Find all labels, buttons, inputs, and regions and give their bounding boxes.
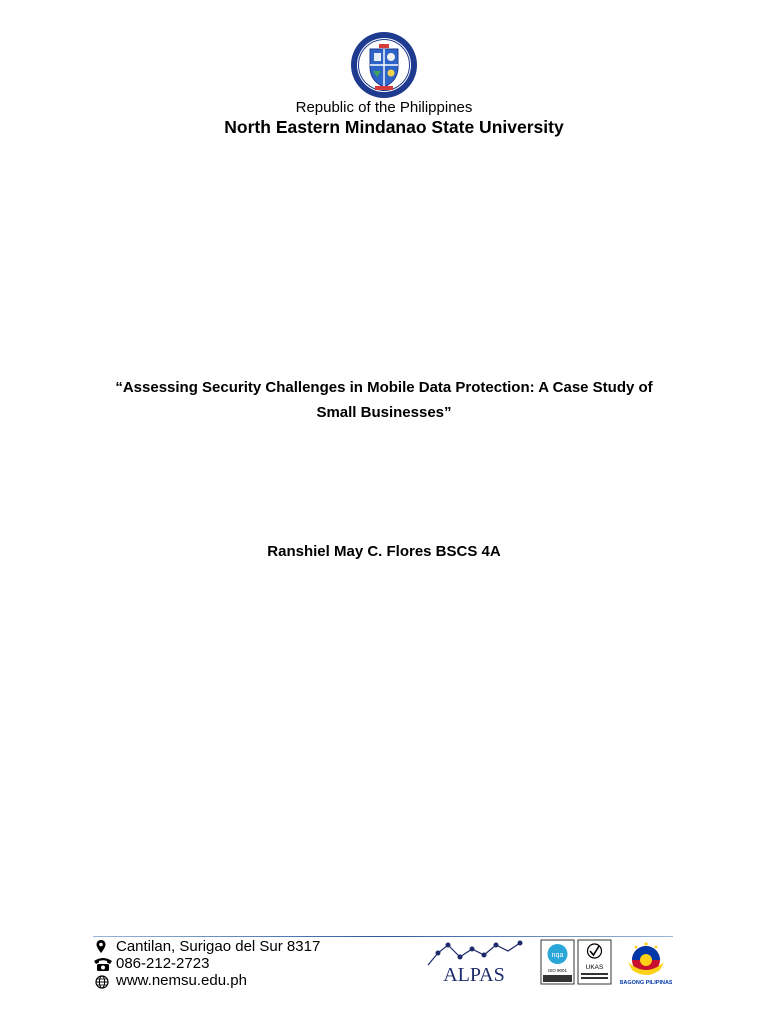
university-name: North Eastern Mindanao State University [224,117,564,137]
svg-text:UKAS: UKAS [585,964,604,971]
iso-certification-logos [540,939,612,985]
globe-icon [93,973,113,989]
author-line: Ranshiel May C. Flores BSCS 4A [267,543,501,560]
title-line-1: “Assessing Security Challenges in Mobile Data Protection: A Case Study of [115,379,653,396]
alpas-logo [424,937,524,989]
footer-divider [93,936,673,937]
svg-text:ISO 9001: ISO 9001 [547,968,568,973]
title-line-2: Small Businesses” [316,404,452,421]
republic-heading: Republic of the Philippines [295,99,473,116]
svg-text:ALPAS: ALPAS [443,964,505,986]
document-title [100,375,668,425]
location-pin-icon [93,939,113,955]
svg-text:BAGONG PILIPINAS: BAGONG PILIPINAS [620,980,672,986]
footer-address [93,938,320,955]
university-seal-logo [348,31,420,99]
telephone-icon [93,956,113,972]
phone-text: 086-212-2723 [116,955,210,972]
footer-phone [93,955,209,972]
address-text: Cantilan, Surigao del Sur 8317 [116,938,321,955]
svg-text:nqa: nqa [551,952,564,959]
footer-website [93,972,247,989]
bagong-pilipinas-logo [620,940,672,986]
website-text: www.nemsu.edu.ph [116,972,247,989]
